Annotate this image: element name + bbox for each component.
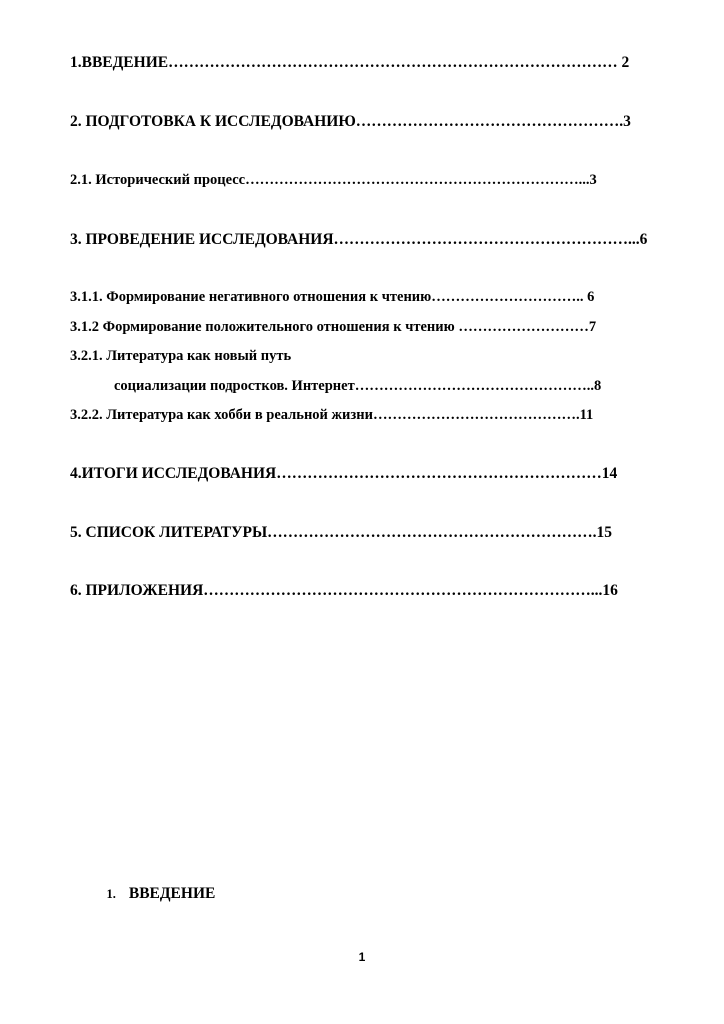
toc-entry-preparation: 2. ПОДГОТОВКА К ИССЛЕДОВАНИЮ…………………………………………….3	[70, 113, 631, 130]
page-number: 1	[358, 950, 366, 964]
toc-entry-positive-attitude: 3.1.2 Формирование положительного отношения к чтению ………………………7	[70, 319, 597, 335]
toc-entry-bibliography: 5. СПИСОК ЛИТЕРАТУРЫ……………………………………………………….15	[70, 524, 613, 541]
toc-entry-introduction: 1.ВВЕДЕНИЕ…………………………………………………………………………… 2	[70, 54, 630, 71]
toc-entry-appendices: 6. ПРИЛОЖЕНИЯ…………………………………………………………………...16	[70, 582, 618, 599]
section-number: 1.	[106, 887, 116, 901]
toc-entry-literature-new-path: 3.2.1. Литература как новый путь	[70, 348, 292, 364]
section-title: ВВЕДЕНИЕ	[128, 885, 216, 902]
toc-entry-historical-process: 2.1. Исторический процесс……………………………………………………………...3	[70, 172, 597, 188]
toc-entry-literature-new-path-continued: социализации подростков. Интернет…………………………………………..8	[114, 378, 602, 394]
toc-entry-negative-attitude: 3.1.1. Формирование негативного отношения к чтению………………………….. 6	[70, 289, 595, 305]
toc-entry-literature-hobby: 3.2.2. Литература как хобби в реальной жизни…………………………………….11	[70, 407, 594, 423]
section-heading-introduction	[91, 867, 215, 921]
toc-entry-conducting-research: 3. ПРОВЕДЕНИЕ ИССЛЕДОВАНИЯ…………………………………………………...6	[70, 231, 648, 248]
toc-entry-results: 4.ИТОГИ ИССЛЕДОВАНИЯ………………………………………………………14	[70, 465, 618, 482]
